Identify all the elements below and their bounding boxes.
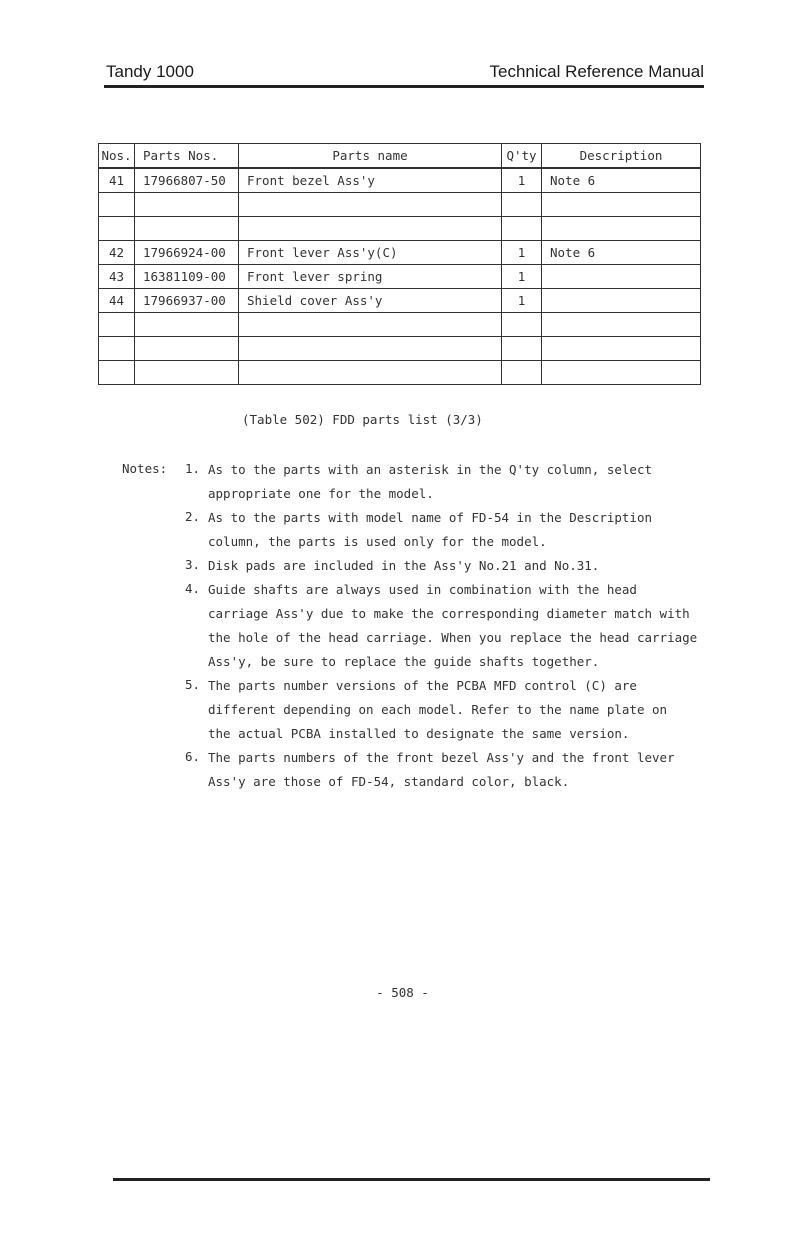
cell-no: 44 xyxy=(99,289,135,313)
cell-part-number xyxy=(135,361,239,385)
note-line: appropriate one for the model. xyxy=(208,486,434,501)
cell-description xyxy=(542,193,701,217)
cell-part-name xyxy=(239,361,502,385)
note-line: The parts numbers of the front bezel Ass'y and the front lever xyxy=(208,750,675,765)
cell-qty xyxy=(502,361,542,385)
note-item xyxy=(122,581,742,677)
cell-part-name xyxy=(239,217,502,241)
cell-qty xyxy=(502,313,542,337)
cell-part-name xyxy=(239,313,502,337)
note-item xyxy=(122,749,742,797)
note-number: 4. xyxy=(184,581,200,596)
note-item xyxy=(122,557,742,581)
table-row xyxy=(99,337,701,361)
note-line: the actual PCBA installed to designate the same version. xyxy=(208,726,630,741)
cell-part-number xyxy=(135,337,239,361)
cell-description xyxy=(542,361,701,385)
cell-qty xyxy=(502,193,542,217)
header-right: Technical Reference Manual xyxy=(489,62,704,81)
note-number: 2. xyxy=(184,509,200,524)
cell-description xyxy=(542,217,701,241)
cell-part-name xyxy=(239,193,502,217)
cell-part-number xyxy=(135,313,239,337)
cell-part-name: Shield cover Ass'y xyxy=(239,289,502,313)
note-line: Ass'y are those of FD-54, standard color, black. xyxy=(208,774,570,789)
note-line: Ass'y, be sure to replace the guide shafts together. xyxy=(208,654,600,669)
note-line: column, the parts is used only for the model. xyxy=(208,534,547,549)
cell-no: 41 xyxy=(99,168,135,193)
note-text xyxy=(208,677,742,749)
table-row xyxy=(99,193,701,217)
note-line: Disk pads are included in the Ass'y No.21 and No.31. xyxy=(208,558,600,573)
header-left: Tandy 1000 xyxy=(106,62,194,81)
note-number: 1. xyxy=(184,461,200,476)
column-header-nos: Nos. xyxy=(99,144,135,169)
note-number: 6. xyxy=(184,749,200,764)
cell-part-name xyxy=(239,337,502,361)
cell-no xyxy=(99,313,135,337)
note-text xyxy=(208,557,742,581)
header-rule xyxy=(104,85,704,88)
cell-part-number xyxy=(135,217,239,241)
note-text xyxy=(208,749,742,797)
column-header-description: Description xyxy=(542,144,701,169)
cell-part-name: Front bezel Ass'y xyxy=(239,168,502,193)
table-row xyxy=(99,168,701,193)
cell-description xyxy=(542,289,701,313)
column-header-parts-name: Parts name xyxy=(239,144,502,169)
cell-description xyxy=(542,313,701,337)
note-text xyxy=(208,509,742,557)
cell-description xyxy=(542,265,701,289)
cell-no xyxy=(99,217,135,241)
note-text xyxy=(208,581,742,677)
cell-part-number: 17966807-50 xyxy=(135,168,239,193)
table-header-row xyxy=(99,144,701,169)
cell-part-number: 17966937-00 xyxy=(135,289,239,313)
note-number: 5. xyxy=(184,677,200,692)
page-number: - 508 - xyxy=(376,985,429,1000)
cell-part-number xyxy=(135,193,239,217)
cell-qty: 1 xyxy=(502,289,542,313)
note-line: the hole of the head carriage. When you replace the head carriage xyxy=(208,630,698,645)
note-line: different depending on each model. Refer to the name plate on xyxy=(208,702,668,717)
note-line: As to the parts with an asterisk in the Q'ty column, select xyxy=(208,462,653,477)
table-caption: (Table 502) FDD parts list (3/3) xyxy=(242,412,483,427)
note-line: carriage Ass'y due to make the corresponding diameter match with xyxy=(208,606,690,621)
cell-qty: 1 xyxy=(502,168,542,193)
footer-rule xyxy=(113,1178,710,1181)
cell-qty xyxy=(502,337,542,361)
note-number: 3. xyxy=(184,557,200,572)
cell-part-number: 17966924-00 xyxy=(135,241,239,265)
note-line: The parts number versions of the PCBA MFD control (C) are xyxy=(208,678,637,693)
note-line: As to the parts with model name of FD-54 in the Description xyxy=(208,510,653,525)
cell-part-name: Front lever spring xyxy=(239,265,502,289)
parts-table xyxy=(98,143,701,385)
cell-no xyxy=(99,193,135,217)
column-header-qty: Q'ty xyxy=(502,144,542,169)
table-row xyxy=(99,217,701,241)
cell-no: 42 xyxy=(99,241,135,265)
cell-no xyxy=(99,361,135,385)
cell-qty xyxy=(502,217,542,241)
notes-label: Notes: xyxy=(122,461,168,476)
table-row xyxy=(99,361,701,385)
column-header-parts-nos: Parts Nos. xyxy=(135,144,239,169)
note-text xyxy=(208,461,742,509)
note-item xyxy=(122,461,742,509)
cell-part-number: 16381109-00 xyxy=(135,265,239,289)
cell-qty: 1 xyxy=(502,241,542,265)
note-item xyxy=(122,677,742,749)
cell-description: Note 6 xyxy=(542,241,701,265)
table-row xyxy=(99,241,701,265)
cell-description: Note 6 xyxy=(542,168,701,193)
table-row xyxy=(99,313,701,337)
table-row xyxy=(99,289,701,313)
note-line: Guide shafts are always used in combination with the head xyxy=(208,582,637,597)
cell-part-name: Front lever Ass'y(C) xyxy=(239,241,502,265)
notes-section xyxy=(122,461,742,797)
note-item xyxy=(122,509,742,557)
cell-description xyxy=(542,337,701,361)
cell-no: 43 xyxy=(99,265,135,289)
table-row xyxy=(99,265,701,289)
cell-qty: 1 xyxy=(502,265,542,289)
cell-no xyxy=(99,337,135,361)
